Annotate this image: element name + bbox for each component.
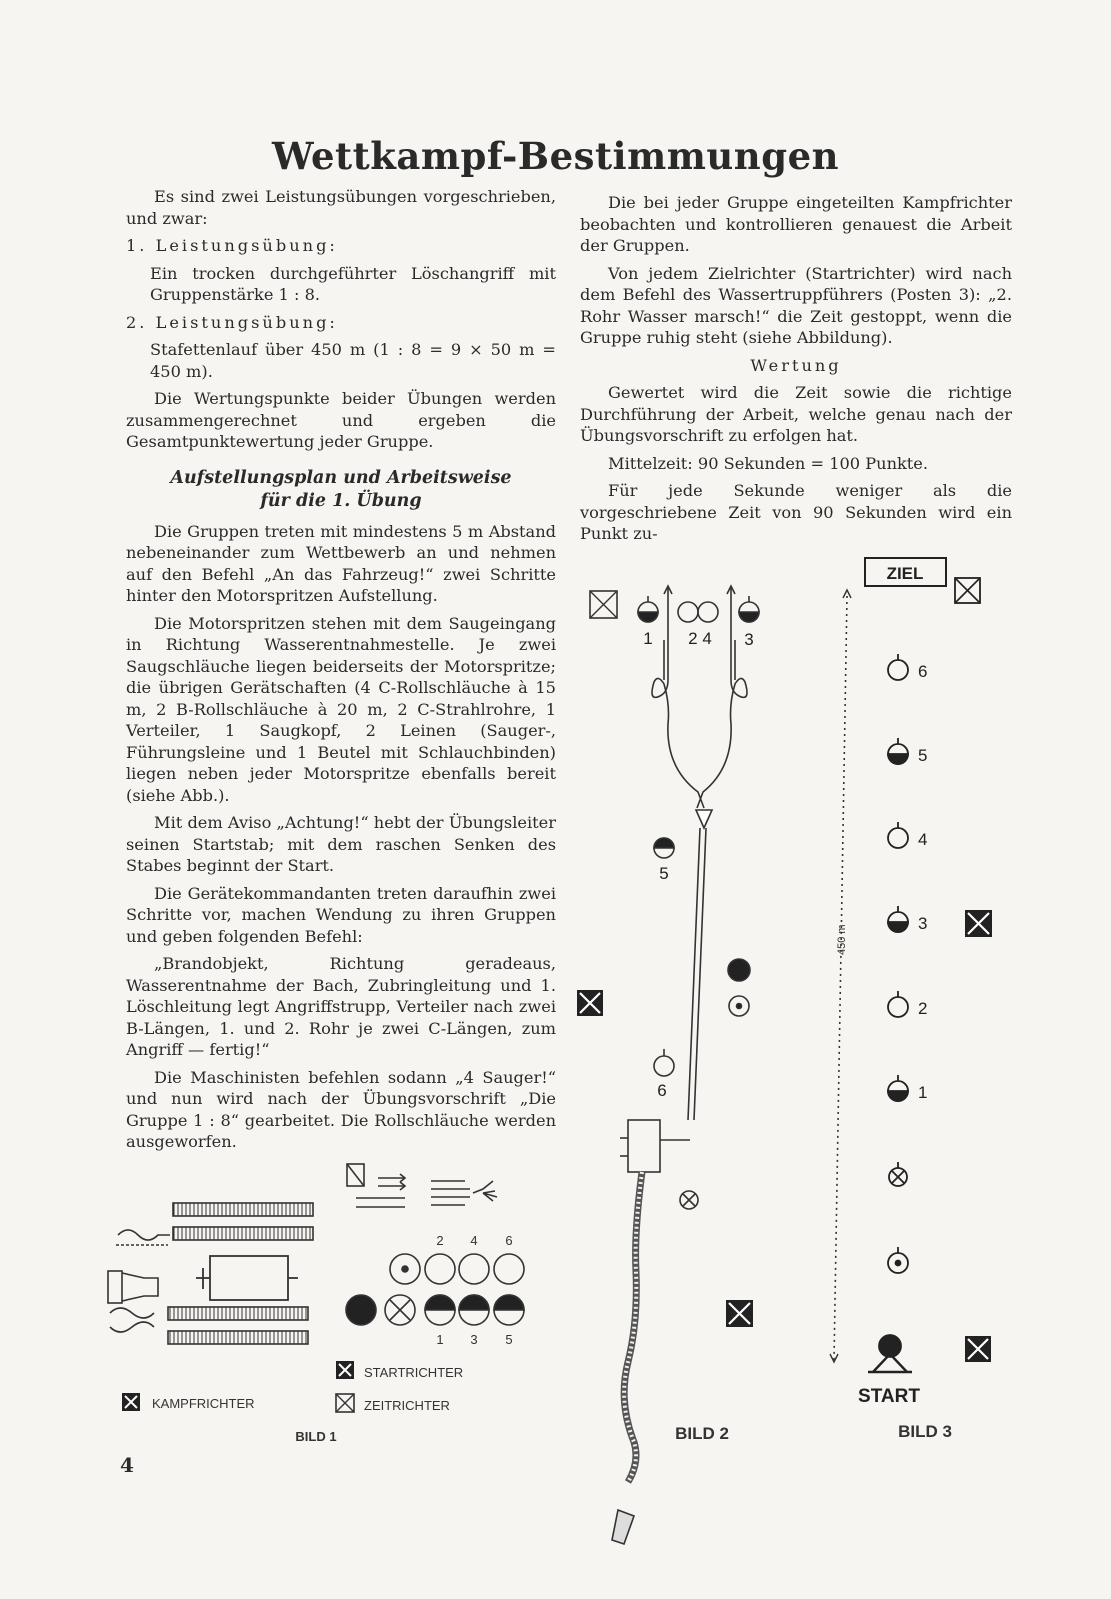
bild1-number-3: 3: [470, 1332, 478, 1347]
legend-startrichter-label: STARTRICHTER: [364, 1365, 464, 1380]
intro-paragraph: Es sind zwei Leistungsübungen vorgeschrieben, und zwar:: [126, 187, 556, 228]
bild1-number-4: 4: [470, 1233, 478, 1248]
bild1-figure: [108, 1164, 524, 1444]
bild1-number-1: 1: [436, 1332, 444, 1347]
distance-label: 450 m: [836, 924, 848, 955]
exercise1-heading: 1. Leistungsübung:: [126, 236, 338, 255]
bild3-position-3: 3: [918, 914, 928, 933]
equipment-icons: [347, 1164, 497, 1207]
position-circles: [346, 1254, 524, 1325]
legend-kampfrichter-label: KAMPFRICHTER: [152, 1396, 255, 1411]
section-heading-line2: für die 1. Übung: [260, 490, 422, 511]
motor-pump-icon: [196, 1256, 298, 1300]
right-paragraph-5: Für jede Sekunde weniger als die vorgeschriebene Zeit von 90 Sekunden wird ein Punkt zu-: [580, 481, 1012, 543]
start-label: START: [858, 1386, 920, 1407]
right-paragraph-1: Die bei jeder Gruppe eingeteilten Kampfrichter beobachten und kontrollieren genauest die Arbeit der Gruppen.: [580, 193, 1012, 255]
body-paragraph-4: Die Gerätekommandanten treten daraufhin zwei Schritte vor, machen Wendung zu ihren Gruppen und geben folgenden Befehl:: [126, 883, 556, 946]
ziel-label: ZIEL: [886, 564, 924, 583]
exercise2-heading: 2. Leistungsübung:: [126, 312, 338, 332]
bild2-label-3: 3: [744, 630, 754, 649]
scoring-paragraph: Die Wertungspunkte beider Übungen werden zusammengerechnet und ergeben die Gesamtpunktewertung jeder Gruppe.: [126, 389, 556, 451]
bild2-label-6: 6: [657, 1081, 667, 1100]
legend-kampfrichter: [122, 1393, 255, 1411]
bild2-label-24: 2 4: [688, 629, 712, 648]
page-number: 4: [120, 1453, 134, 1477]
right-paragraph-3: Gewertet wird die Zeit sowie die richtige Durchführung der Arbeit, welche genau nach der Übungsvorschrift zu erfolgen hat.: [580, 383, 1012, 445]
bild3-position-5: 5: [918, 746, 928, 765]
body-paragraph-3: Mit dem Aviso „Achtung!“ hebt der Übungsleiter seinen Startstab; mit dem raschen Senken des Stabes beginnt der Start.: [126, 813, 556, 875]
bild2-label-1: 1: [643, 629, 653, 648]
bild2-caption: BILD 2: [675, 1424, 729, 1443]
exercise1-text: Ein trocken durchgeführter Löschangriff mit Gruppenstärke 1 : 8.: [150, 263, 556, 304]
bild2-label-5: 5: [659, 864, 669, 883]
bild1-caption: BILD 1: [295, 1429, 337, 1444]
bild3-position-4: 4: [918, 830, 928, 849]
distance-line: [834, 596, 847, 1360]
legend-zeitrichter: [336, 1394, 450, 1413]
bild3-position-1: 1: [918, 1083, 928, 1102]
body-paragraph-5: „Brandobjekt, Richtung geradeaus, Wasserentnahme der Bach, Zubringleitung und 1. Löschleitung legt Angriffstrupp, Verteiler nach zwei B-Längen, 1. und 2. Rohr je zwei C-Längen, zum Angriff — fertig!“: [126, 954, 556, 1059]
bild1-number-5: 5: [505, 1332, 513, 1347]
legend-startrichter: [336, 1361, 463, 1380]
right-paragraph-2: Von jedem Zielrichter (Startrichter) wird nach dem Befehl des Wassertruppführers (Posten 3): „2. Rohr Wasser marsch!“ die Zeit gestoppt, wenn die Gruppe ruhig steht (siehe Abbildung).: [580, 263, 1012, 347]
wertung-heading: Wertung: [750, 355, 842, 375]
exercise2-text: Stafettenlauf über 450 m (1 : 8 = 9 × 50 m = 450 m).: [150, 340, 556, 381]
bild3-position-2: 2: [918, 999, 928, 1018]
bild3-position-6: 6: [918, 662, 928, 681]
bild1-number-6: 6: [505, 1233, 513, 1248]
section-heading-line1: Aufstellungsplan und Arbeitsweise: [170, 467, 512, 488]
body-paragraph-1: Die Gruppen treten mit mindestens 5 m Abstand nebeneinander zum Wettbewerb an und nehmen auf den Befehl „An das Fahrzeug!“ zwei Schritte hinter den Motorspritzen Aufstellung.: [126, 521, 556, 605]
bild1-number-2: 2: [436, 1233, 444, 1248]
right-paragraph-4: Mittelzeit: 90 Sekunden = 100 Punkte.: [608, 453, 929, 473]
body-paragraph-2: Die Motorspritzen stehen mit dem Saugeingang in Richtung Wasserentnahmestelle. Je zwei Saugschläuche liegen beiderseits der Motorspritze; die übrigen Gerätschaften (4 C-Rollschläuche à 15 m, 2 B-Rollschläuche à 20 m, 2 C-Strahlrohre, 1 Verteiler, 1 Saugkopf, 2 Leinen (Sauger-, Führungsleine und 1 Beutel mit Schlauchbinden) liegen neben jeder Motorspritze ebenfalls bereit (siehe Abb.).: [126, 613, 556, 805]
bild3-caption: BILD 3: [898, 1422, 952, 1441]
page-title: Wettkampf-Bestimmungen: [271, 134, 840, 178]
legend-zeitrichter-label: ZEITRICHTER: [364, 1398, 450, 1413]
body-paragraph-6: Die Maschinisten befehlen sodann „4 Sauger!“ und nun wird nach der Übungsvorschrift „Die Gruppe 1 : 8“ gearbeitet. Die Rollschläuche werden ausgeworfen.: [126, 1067, 556, 1151]
bild3-figure: [830, 558, 992, 1441]
bild2-figure: [577, 586, 759, 1544]
